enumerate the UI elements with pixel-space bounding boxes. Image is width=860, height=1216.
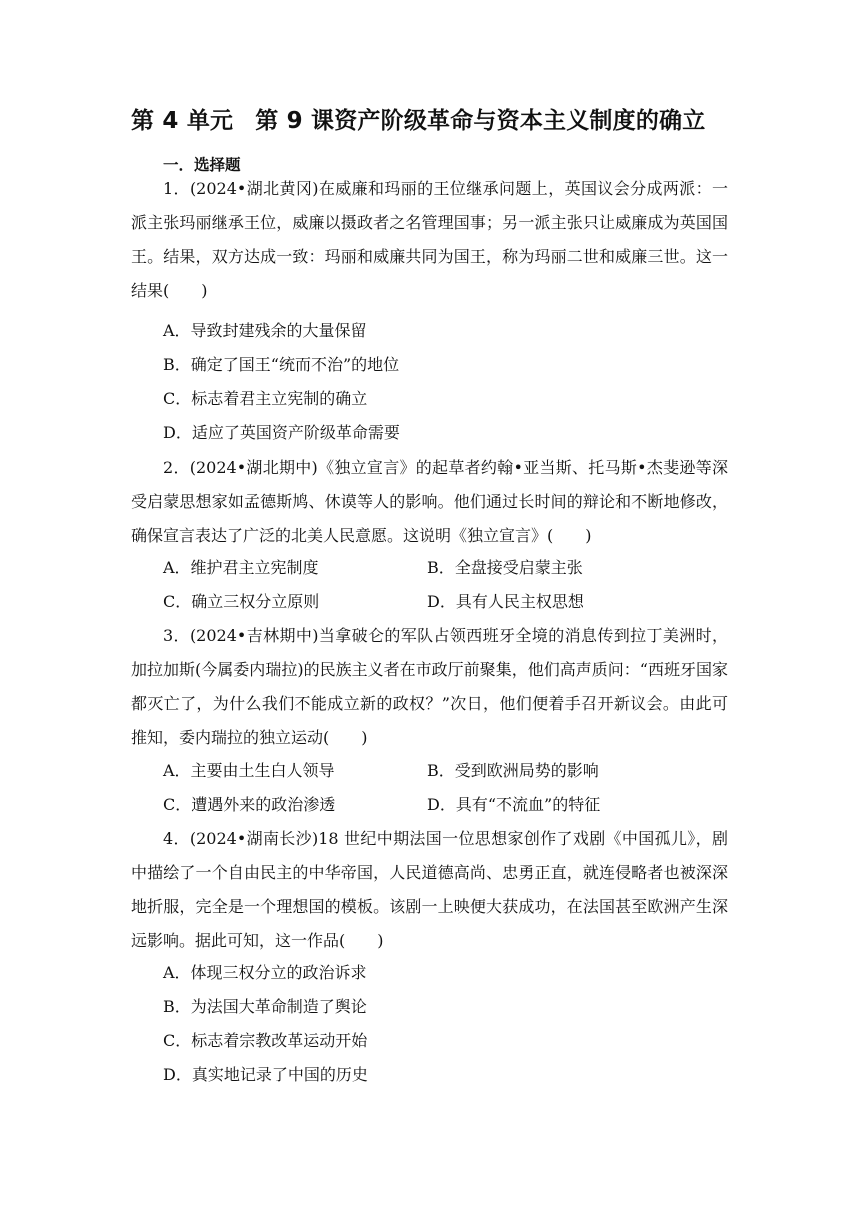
question-2: [131, 451, 728, 553]
option-c: C．遭遇外来的政治渗透: [163, 795, 336, 814]
section-heading: 一．选择题: [163, 156, 241, 174]
question-stem: 1．(2024•湖北黄冈)在威廉和玛丽的王位继承问题上，英国议会分成两派：一派主张玛丽继承王位，威廉以摄政者之名管理国事；另一派主张只让威廉成为英国国王。结果，双方达成一致：玛丽和威廉共同为国王，称为玛丽二世和威廉三世。这一结果( ): [131, 179, 728, 300]
option-b: B．受到欧洲局势的影响: [427, 761, 599, 780]
option-d: D．适应了英国资产阶级革命需要: [163, 423, 400, 442]
option-a: A．维护君主立宪制度: [163, 558, 319, 577]
question-4: [131, 822, 728, 958]
question-stem: 2．(2024•湖北期中)《独立宣言》的起草者约翰•亚当斯、托马斯•杰斐逊等深受启蒙思想家如孟德斯鸠、休谟等人的影响。他们通过长时间的辩论和不断地修改，确保宣言表达了广泛的北美人民意愿。这说明《独立宣言》( ): [131, 458, 728, 545]
page-title: [131, 102, 705, 135]
option-a: A．导致封建残余的大量保留: [163, 321, 367, 340]
option-d: D．真实地记录了中国的历史: [163, 1065, 368, 1084]
option-b: B．确定了国王“统而不治”的地位: [163, 355, 400, 374]
option-b: B．为法国大革命制造了舆论: [163, 997, 367, 1016]
option-d: D．具有人民主权思想: [427, 592, 584, 611]
option-d: D．具有“不流血”的特征: [427, 795, 601, 814]
unit-label: 第 4 单元: [131, 108, 234, 134]
question-1: [131, 172, 728, 308]
question-3: [131, 619, 728, 755]
question-stem: 4．(2024•湖南长沙)18 世纪中期法国一位思想家创作了戏剧《中国孤儿》，剧中描绘了一个自由民主的中华帝国，人民道德高尚、忠勇正直，就连侵略者也被深深地折服，完全是一个理想国的模板。该剧一上映便大获成功，在法国甚至欧洲产生深远影响。据此可知，这一作品( ): [131, 829, 728, 950]
question-stem: 3．(2024•吉林期中)当拿破仑的军队占领西班牙全境的消息传到拉丁美洲时，加拉加斯(今属委内瑞拉)的民族主义者在市政厅前聚集，他们高声质问：“西班牙国家都灭亡了，为什么我们不能成立新的政权？”次日，他们便着手召开新议会。由此可推知，委内瑞拉的独立运动( ): [131, 626, 728, 747]
option-a: A．体现三权分立的政治诉求: [163, 963, 367, 982]
option-c: C．标志着宗教改革运动开始: [163, 1031, 368, 1050]
option-b: B．全盘接受启蒙主张: [427, 558, 583, 577]
option-c: C．标志着君主立宪制的确立: [163, 389, 368, 408]
lesson-title: 第 9 课资产阶级革命与资本主义制度的确立: [255, 108, 706, 134]
option-a: A．主要由土生白人领导: [163, 761, 335, 780]
option-c: C．确立三权分立原则: [163, 592, 320, 611]
